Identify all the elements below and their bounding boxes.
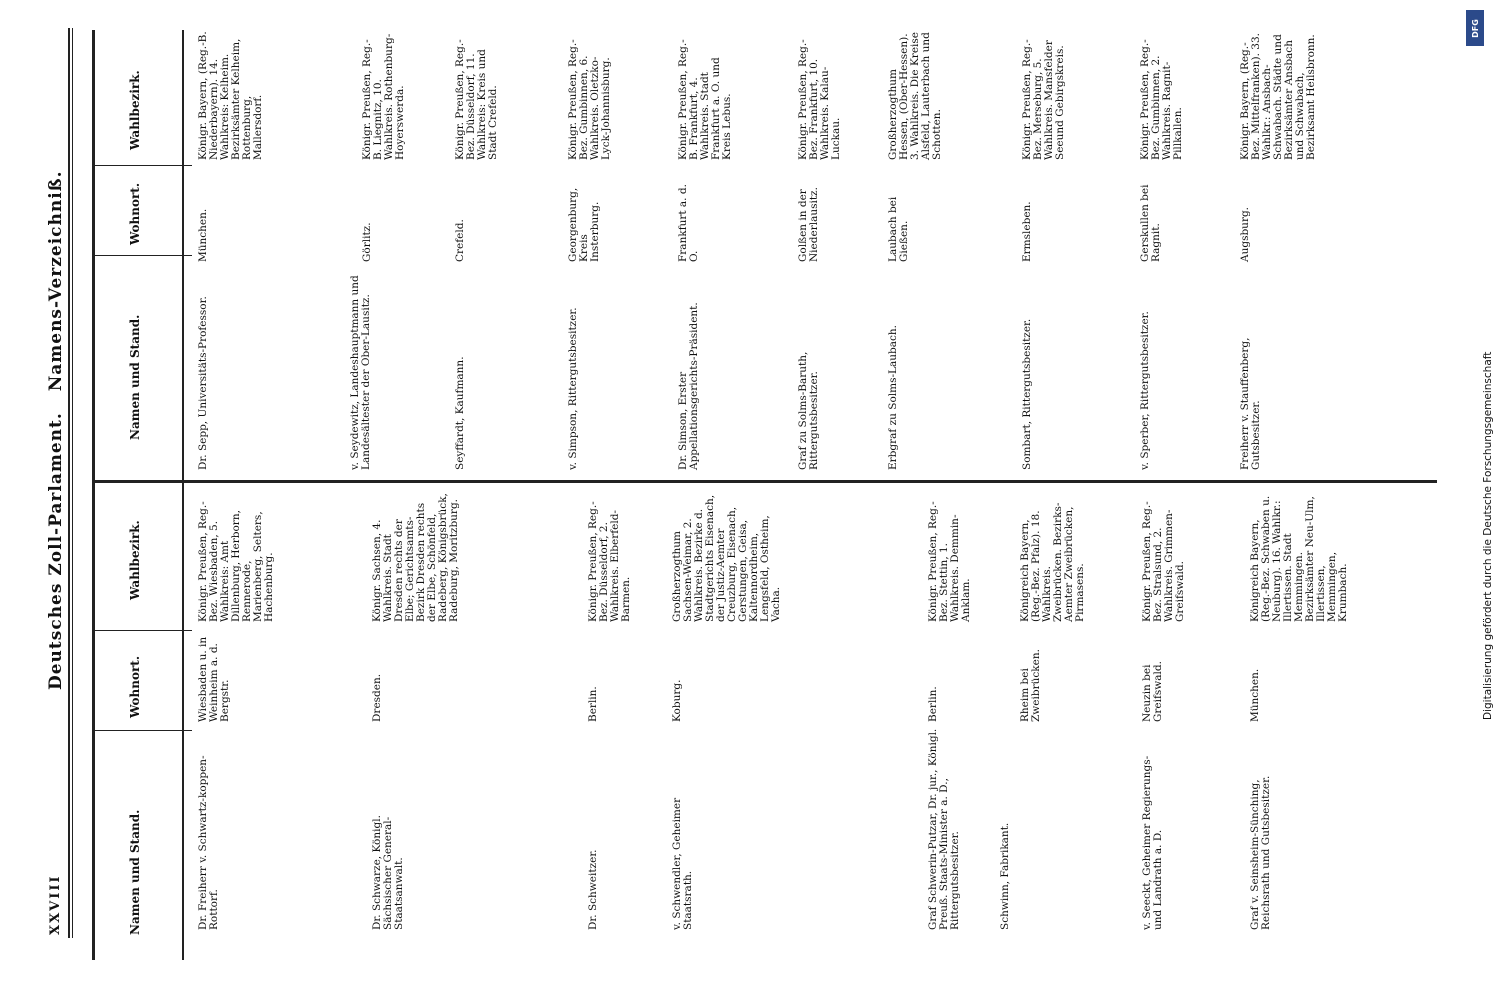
dfg-logo xyxy=(1466,10,1484,46)
right-row-6-district: Königr. Preußen, Reg.-Bez. Frankfurt, 10. Wahlkreis. Kalau-Luckau. xyxy=(797,39,842,160)
right-col-divider-2 xyxy=(92,165,192,166)
running-title-left: Deutsches Zoll-Parlament. xyxy=(46,412,66,690)
right-row-1-name: Dr. Sepp, Universitäts-Professor. xyxy=(197,296,209,470)
left-border-rule-inner xyxy=(72,28,73,938)
left-row-2-residence: Dresden. xyxy=(371,673,383,722)
page-number: XXVIII xyxy=(48,874,63,935)
left-row-7-name: v. Seeckt, Geheimer Regierungs- und Landrath a. D. xyxy=(1141,755,1164,930)
header-rule xyxy=(92,30,95,960)
left-row-4-name: v. Schwendler, Geheimer Staatsrath. xyxy=(671,797,694,930)
right-row-4-residence: Georgenburg, Kreis Insterburg. xyxy=(567,187,601,262)
right-row-8-district: Königr. Preußen, Reg.-Bez. Merseburg, 5. Wahlkreis. Mansfelder Seeund Gebirgskreis. xyxy=(1021,39,1066,160)
left-row-7-residence: Neuzin bei Greifswald. xyxy=(1141,661,1164,722)
right-row-3-district: Königr. Preußen, Reg.-Bez. Düsseldorf, 11. Wahlkreis: Kreis und Stadt Crefeld. xyxy=(454,39,499,160)
left-row-3-district: Königr. Preußen, Reg.-Bez. Düsseldorf, 2. Wahlkreis. Elberfeld-Barmen. xyxy=(587,501,632,622)
left-row-5-residence: Berlin. xyxy=(927,686,939,722)
right-row-9-district: Königr. Preußen, Reg.-Bez. Gumbinnen, 2. Wahlkreis. Ragnit-Pillkallen. xyxy=(1139,39,1184,160)
digitization-credit: Digitalisierung gefördert durch die Deutsche Forschungsgemeinschaft xyxy=(1482,351,1494,720)
left-row-8-name: Graf v. Seinsheim-Sünching, Reichsrath und Gutsbesitzer. xyxy=(1249,775,1272,930)
left-header-district: Wahlbezirk. xyxy=(128,520,142,600)
left-row-1-residence: Wiesbaden u. in Weinheim a. d. Bergstr. xyxy=(197,636,231,722)
left-row-5-name: Graf Schwerin-Putzar, Dr. jur., Königl. Preuß. Staats-Minister a. D., Rittergutsbesitzer. xyxy=(927,728,961,930)
right-row-1-district: Königr. Bayern, (Reg.-B. Niederbayern). 14. Wahlkreis: Kelheim. Bezirksämter Kelheim, Rottenburg, Mallersdorf. xyxy=(197,31,264,160)
left-border-rule xyxy=(68,28,70,938)
right-row-7-district: Großherzogthum Hessen, (Ober-Hessen). 3. Wahlkreis. Die Kreise Alsfeld, Lauterbach und Schotten. xyxy=(887,32,943,160)
running-title-right: Namens-Verzeichniß. xyxy=(46,170,66,392)
left-row-8-residence: München. xyxy=(1249,668,1261,722)
right-row-5-residence: Frankfurt a. d. O. xyxy=(677,184,700,262)
column-head-rule xyxy=(182,30,184,960)
right-row-4-district: Königr. Preußen, Reg.-Bez. Gumbinnen, 6. Wahlkreis. Oletzko-Lyck-Johannisburg. xyxy=(567,39,612,160)
right-row-10-residence: Augsburg. xyxy=(1239,206,1251,262)
right-header-residence: Wohnort. xyxy=(128,183,142,245)
left-header-residence: Wohnort. xyxy=(128,656,142,718)
left-row-4-district: Großherzogthum Sachsen-Weimar, 2. Wahlkreis. Bezirke d. Stadtgerichts Eisenach, der Justiz-Aemter Creuzburg, Eisenach, Gerstungen, Geisa, Kaltennordheim, Lengsfeld, Ostheim, Vacha. xyxy=(671,494,782,622)
left-row-3-residence: Berlin. xyxy=(587,686,599,722)
left-row-1-name: Dr. Freiherr v. Schwartz-koppen-Rottorf. xyxy=(197,755,220,930)
right-row-2-name: v. Seydewitz, Landeshauptmann und Landesältester der Ober-Lausitz. xyxy=(349,275,372,470)
left-row-3-name: Dr. Schweitzer. xyxy=(587,849,599,930)
right-row-5-district: Königr. Preußen, Reg.-B. Frankfurt, 4. Wahlkreis. Stadt Frankfurt a. O. und Kreis Lebus. xyxy=(677,39,733,160)
right-row-8-residence: Ermsleben. xyxy=(1021,201,1033,262)
left-row-7-district: Königr. Preußen, Reg.-Bez. Stralsund, 2. Wahlkreis. Grimmen-Greifswald. xyxy=(1141,501,1186,622)
left-col-divider-2 xyxy=(92,630,192,631)
left-row-4-residence: Koburg. xyxy=(671,679,683,722)
right-row-10-district: Königr. Bayern, (Reg.-Bez. Mittelfranken). 33. Wahlkr.: Ansbach-Schwabach. Städte und Bezirksämter Ansbach und Schwabach, Bezirksamt Heilsbronn. xyxy=(1239,33,1317,160)
right-row-3-residence: Crefeld. xyxy=(454,219,466,262)
right-row-2-district: Königr. Preußen, Reg.-B. Liegnitz, 10. Wahlkreis. Rothenburg-Hoyerswerda. xyxy=(361,33,406,160)
left-row-1-district: Königr. Preußen, Reg.-Bez. Wiesbaden, 5. Wahlkreis: Amt Dillenburg, Herborn, Rennerode, Marienberg, Selters, Hachenburg. xyxy=(197,501,275,622)
left-row-5-district: Königr. Preußen, Reg.-Bez. Stettin, 1. Wahlkreis. Demmin-Anklam. xyxy=(927,501,972,622)
right-row-1-residence: München. xyxy=(197,208,209,262)
right-row-6-residence: Golßen in der Niederlausitz. xyxy=(797,187,820,262)
right-row-10-name: Freiherr v. Stauffenberg, Gutsbesitzer. xyxy=(1239,337,1262,470)
left-row-2-district: Königr. Sachsen, 4. Wahlkreis. Stadt Dresden rechts der Elbe; Gerichtsamts-Bezirk Dresden rechts der Elbe, Schönfeld, Radeberg, Königsbrück, Radeburg, Moritzburg. xyxy=(371,493,460,622)
right-header-name: Namen und Stand. xyxy=(128,314,142,440)
right-row-7-name: Erbgraf zu Solms-Laubach. xyxy=(887,325,899,470)
left-row-8-district: Königreich Bayern, (Reg.-Bez. Schwaben u. Neuburg). 16. Wahlkr.: Illertissen. Stadt Memmingen. Bezirksämter Neu-Ulm, Illertissen, Memmingen, Krumbach. xyxy=(1249,495,1349,622)
right-header-district: Wahlbezirk. xyxy=(128,70,142,150)
dfg-logo-text: DFG xyxy=(1470,18,1480,38)
half-divider-rule xyxy=(92,480,1437,483)
left-row-6-name: Schwinn, Fabrikant. xyxy=(999,822,1011,930)
right-row-2-residence: Görlitz. xyxy=(361,222,373,262)
right-row-4-name: v. Simpson, Rittergutsbesitzer. xyxy=(567,307,579,470)
left-header-name: Namen und Stand. xyxy=(128,809,142,935)
left-row-6-residence: Rheim bei Zweibrücken. xyxy=(1019,649,1042,722)
right-row-7-residence: Laubach bei Gießen. xyxy=(887,196,910,262)
right-row-6-name: Graf zu Solms-Baruth, Rittergutsbesitzer. xyxy=(797,351,820,470)
left-row-6-district: Königreich Bayern, (Reg.-Bez. Pfalz). 18. Wahlkreis. Zweibrücken. Bezirks-Aemter Zweibrücken, Pirmasens. xyxy=(1019,502,1086,622)
right-row-9-name: v. Sperber, Rittergutsbesitzer. xyxy=(1139,311,1151,470)
right-row-8-name: Sombart, Rittergutsbesitzer. xyxy=(1021,318,1033,470)
right-row-9-residence: Gerskullen bei Ragnit. xyxy=(1139,184,1162,262)
left-row-2-name: Dr. Schwarze, Königl. Sächsischer General-Staatsanwalt. xyxy=(371,815,405,930)
right-col-divider-1 xyxy=(92,255,192,256)
running-title xyxy=(46,170,66,690)
left-col-divider-1 xyxy=(92,730,192,731)
right-row-3-name: Seyffardt, Kaufmann. xyxy=(454,356,466,470)
right-row-5-name: Dr. Simson, Erster Appellationsgerichts-Präsident. xyxy=(677,302,700,470)
